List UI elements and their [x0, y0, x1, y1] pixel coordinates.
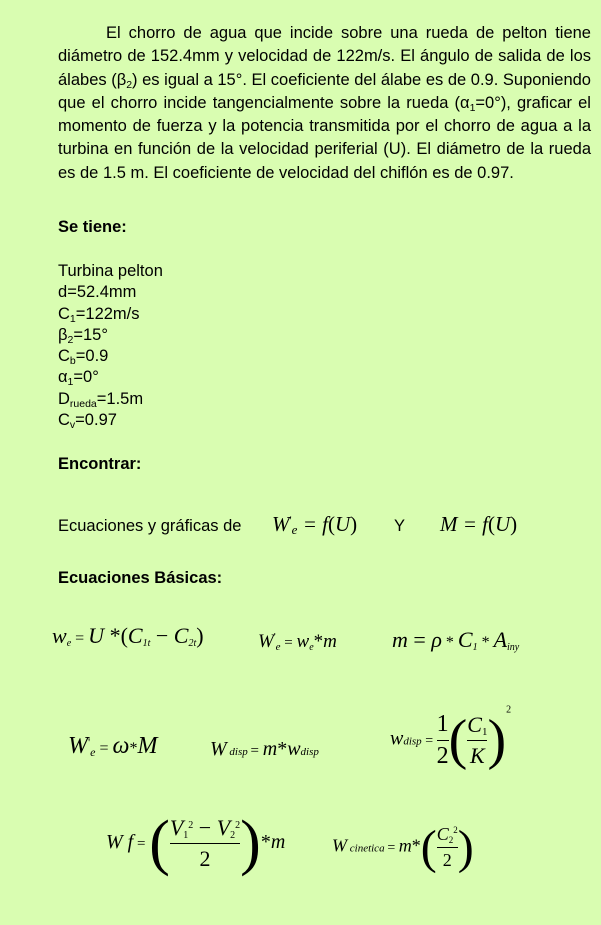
problem-text-2: ) es igual a 15°. El coeficiente del álabe es de 0.9. Suponiendo que el chorro incide tangencialmente sobre la rueda (α [58, 70, 591, 112]
eq-available-work: wdisp = $\frac{1}{2}$ ( $\frac{C_1}{K}$ )$^2$ [390, 704, 512, 771]
equations-heading: Ecuaciones Básicas: [58, 569, 223, 587]
given-turbine: Turbina pelton [58, 262, 163, 280]
eq-power-moment: $W'_e = \omega*M$ [68, 733, 158, 759]
problem-sub-1: 2 [126, 78, 133, 91]
eq-power-mass: $W'_e = w_e*m$ [258, 631, 337, 653]
eq-specific-work: $w_e = U$ $*(C_{1t} - C_{2t})$ [52, 623, 204, 649]
given-heading: Se tiene: [58, 218, 127, 236]
eq-friction-power: W f = ( $\frac{V_1^2 - V_2^2}{2}$ )*m [106, 809, 286, 877]
find-eq-moment: M = f(U) [440, 512, 518, 536]
find-text: Ecuaciones y gráficas de [58, 517, 242, 535]
problem-text-3: =0°), graficar el momento de fuerza y la potencia transmitida por el chorro de agua a la turbina en función de la velocidad periferial (U). El diámetro de la rueda es de 1.5 m. El coeficiente de velocidad del chiflón es de 0.97. [58, 93, 591, 182]
given-item: $D_{rueda}=1.5m$ [58, 389, 144, 410]
problem-sub-2: 1 [469, 101, 476, 114]
given-list [58, 261, 163, 431]
problem-text-1: El chorro de agua que incide sobre una rueda de pelton tiene diámetro de 152.4mm y velocidad de 122m/s. El ángulo de salida de los álabes (β [58, 24, 591, 89]
given-item: $C_1=122m/s$ [58, 304, 140, 325]
problem-statement [58, 22, 591, 185]
eq-available-power: W disp = m*wdisp [210, 738, 319, 760]
eq-mass-flow: $m = \rho * C_1 * A_{iny}$ [392, 627, 520, 653]
eq-kinetic-power: W cinetica = m*( $\frac{C_2^2}{2}$ ) [332, 821, 474, 874]
find-connector: Y [394, 517, 406, 535]
find-heading: Encontrar: [58, 455, 142, 473]
given-item: $C_b=0.9$ [58, 347, 109, 368]
given-item: $C_v=0.97$ [58, 411, 117, 432]
given-item: $\alpha_1=0^\circ$ [58, 368, 99, 389]
given-item: d=52.4mm [58, 283, 137, 302]
find-eq-power: $W'_e = f(U)$ [272, 512, 358, 537]
given-item: $\beta_2=15^\circ$ [58, 325, 108, 346]
